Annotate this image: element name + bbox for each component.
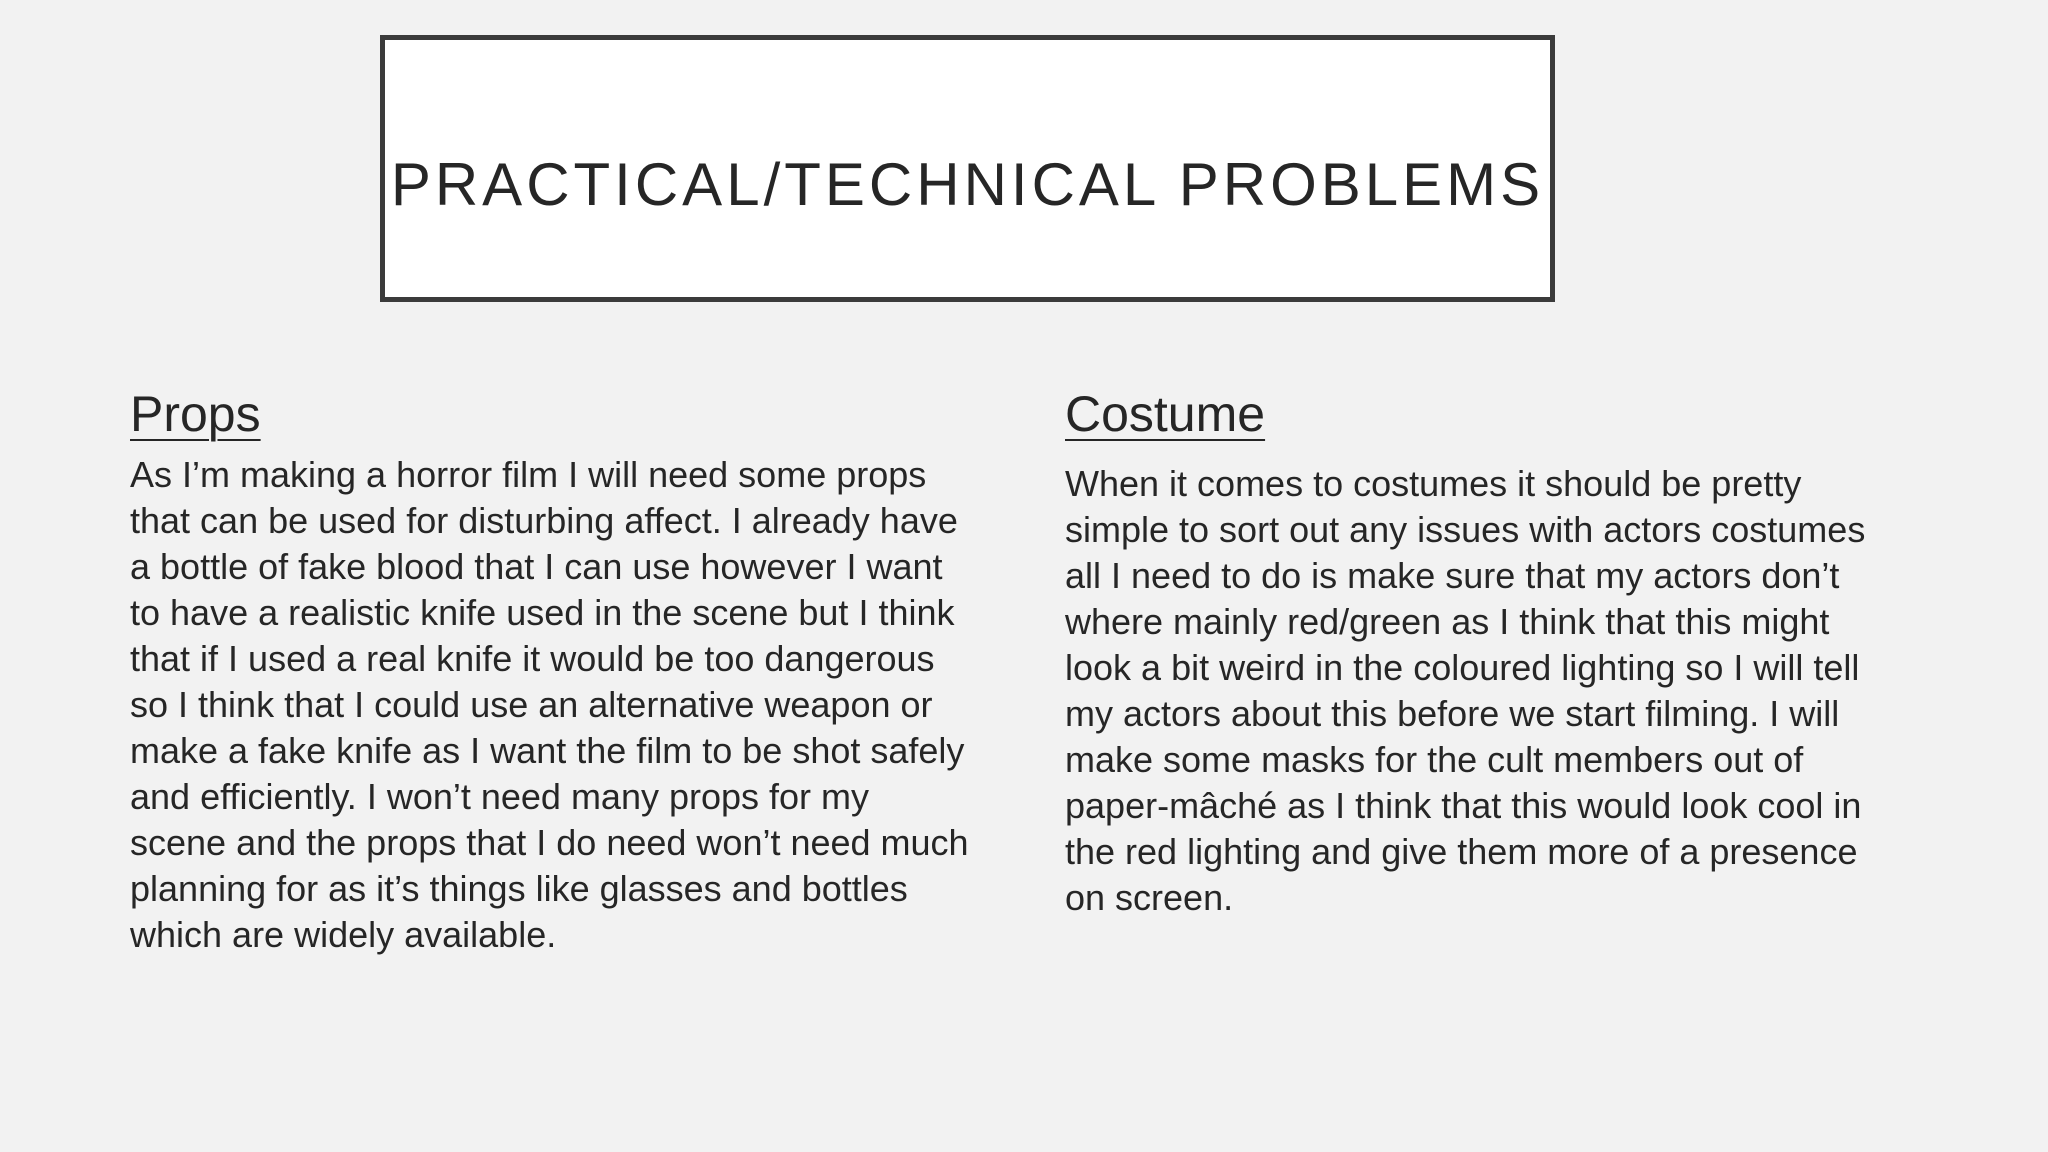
costume-body: When it comes to costumes it should be pretty simple to sort out any issues with actors costumes all I need to do is make sure that my actors don’t where mainly red/green as I think that this might look a bit weird in the coloured lighting so I will tell my actors about this before we start filming. I will make some masks for the cult members out of paper-mâché as I think that this would look cool in the red lighting and give them more of a presence on screen. <box>1065 463 1866 918</box>
props-section <box>130 380 970 958</box>
slide-title: PRACTICAL/TECHNICAL PROBLEMS <box>390 151 1545 218</box>
title-box <box>380 35 1555 302</box>
costume-section <box>1065 380 1905 921</box>
props-heading: Props <box>130 386 261 442</box>
props-body: As I’m making a horror film I will need some props that can be used for disturbing affect. I already have a bottle of fake blood that I can use however I want to have a realistic knife used in the scene but I think that if I used a real knife it would be too dangerous so I think that I could use an alternative weapon or make a fake knife as I want the film to be shot safely and efficiently. I won’t need many props for my scene and the props that I do need won’t need much planning for as it’s things like glasses and bottles which are widely available. <box>130 454 969 955</box>
costume-heading: Costume <box>1065 386 1266 442</box>
